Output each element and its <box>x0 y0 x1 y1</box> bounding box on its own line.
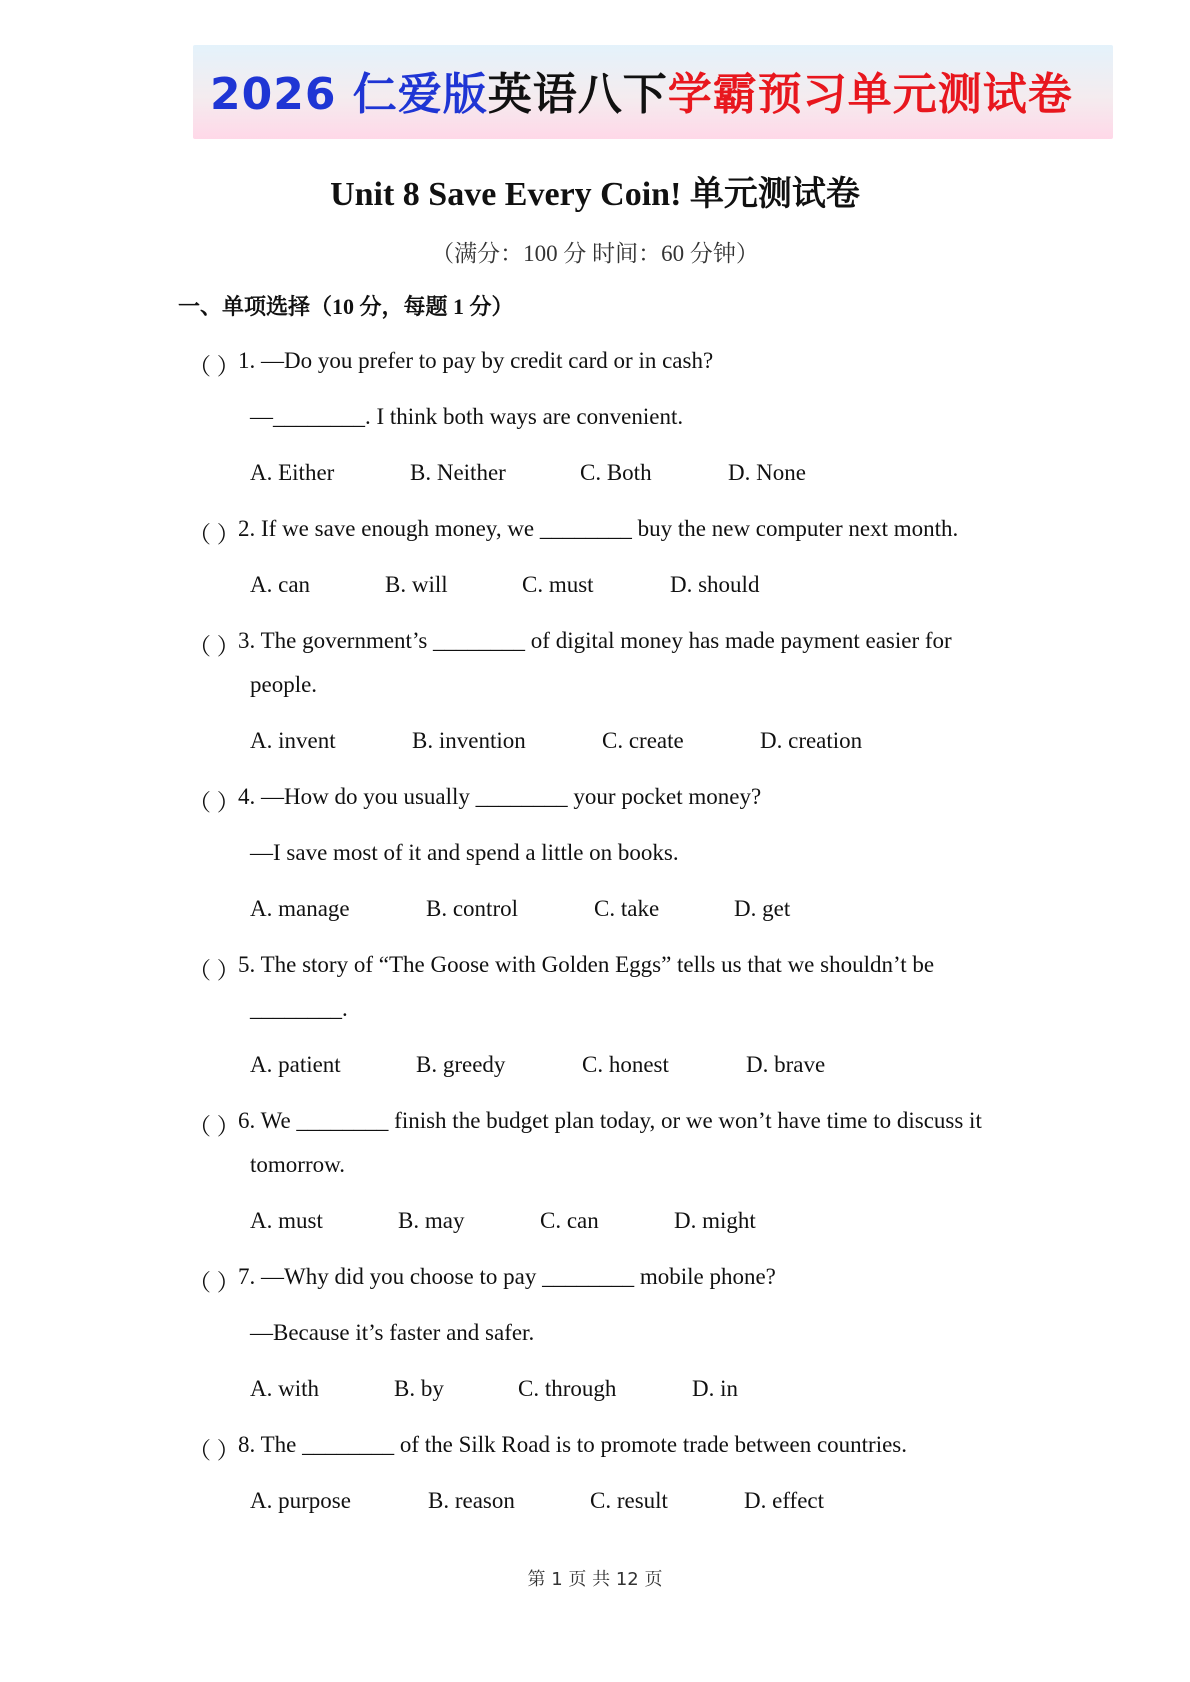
option-a[interactable]: A. can <box>250 572 311 597</box>
question-2-options <box>250 572 1050 602</box>
option-b[interactable]: B. will <box>385 572 448 597</box>
banner-title <box>210 60 1073 130</box>
question-6 <box>188 1108 982 1141</box>
question-stem: 3. The government’s ________ of digital money has made payment easier for <box>238 628 952 653</box>
option-c[interactable]: C. create <box>602 728 684 753</box>
answer-bracket[interactable]: （ ） <box>188 634 240 659</box>
question-stem: 1. —Do you prefer to pay by credit card or in cash? <box>238 348 714 373</box>
answer-bracket[interactable]: （ ） <box>188 522 240 547</box>
option-d[interactable]: D. might <box>674 1208 756 1233</box>
option-a[interactable]: A. with <box>250 1376 319 1401</box>
section-heading: 一、单项选择（10 分，每题 1 分） <box>178 294 514 319</box>
option-b[interactable]: B. may <box>398 1208 465 1233</box>
option-d[interactable]: D. None <box>728 460 806 485</box>
question-8 <box>188 1432 907 1465</box>
question-5-continuation: ________. <box>250 996 348 1021</box>
option-b[interactable]: B. control <box>426 896 518 921</box>
question-3 <box>188 628 952 661</box>
answer-bracket[interactable]: （ ） <box>188 958 240 983</box>
option-c[interactable]: C. Both <box>580 460 652 485</box>
option-d[interactable]: D. brave <box>746 1052 826 1077</box>
answer-bracket[interactable]: （ ） <box>188 354 240 379</box>
option-d[interactable]: D. get <box>734 896 791 921</box>
answer-bracket[interactable]: （ ） <box>188 1438 240 1463</box>
option-b[interactable]: B. Neither <box>410 460 506 485</box>
question-stem: 5. The story of “The Goose with Golden Eggs” tells us that we shouldn’t be <box>238 952 935 977</box>
option-d[interactable]: D. creation <box>760 728 863 753</box>
question-8-options <box>250 1488 1050 1518</box>
banner-paper-type: 学霸预习单元测试卷 <box>667 69 1073 120</box>
question-7-options <box>250 1376 1050 1406</box>
question-5 <box>188 952 935 985</box>
question-3-continuation: people. <box>250 672 318 697</box>
option-d[interactable]: D. effect <box>744 1488 825 1513</box>
option-b[interactable]: B. by <box>394 1376 444 1401</box>
question-1-options <box>250 460 1050 490</box>
option-a[interactable]: A. purpose <box>250 1488 351 1513</box>
option-b[interactable]: B. reason <box>428 1488 515 1513</box>
option-c[interactable]: C. can <box>540 1208 599 1233</box>
banner-subject: 英语八下 <box>487 69 668 120</box>
option-c[interactable]: C. through <box>518 1376 617 1401</box>
question-stem: 2. If we save enough money, we ________ buy the new computer next month. <box>238 516 959 541</box>
question-3-options <box>250 728 1050 758</box>
question-6-options <box>250 1208 1050 1238</box>
option-a[interactable]: A. patient <box>250 1052 341 1077</box>
question-stem: 6. We ________ finish the budget plan today, or we won’t have time to discuss it <box>238 1108 982 1133</box>
page-title: Unit 8 Save Every Coin! 单元测试卷 <box>330 176 860 213</box>
option-d[interactable]: D. should <box>670 572 760 597</box>
question-4-options <box>250 896 1050 926</box>
option-c[interactable]: C. must <box>522 572 594 597</box>
answer-bracket[interactable]: （ ） <box>188 1270 240 1295</box>
option-a[interactable]: A. manage <box>250 896 350 921</box>
question-2 <box>188 516 959 549</box>
question-1-response: —________. I think both ways are convenient. <box>250 404 684 429</box>
exam-info: （满分：100 分 时间：60 分钟） <box>431 241 759 266</box>
question-1 <box>188 348 714 381</box>
option-b[interactable]: B. invention <box>412 728 526 753</box>
option-a[interactable]: A. must <box>250 1208 323 1233</box>
option-a[interactable]: A. invent <box>250 728 336 753</box>
banner-year-edition: 2026 仁爱版 <box>210 69 488 120</box>
question-stem: 4. —How do you usually ________ your pocket money? <box>238 784 762 809</box>
page-number: 第 1 页 共 12 页 <box>527 1569 663 1590</box>
answer-bracket[interactable]: （ ） <box>188 1114 240 1139</box>
option-c[interactable]: C. honest <box>582 1052 669 1077</box>
option-d[interactable]: D. in <box>692 1376 738 1401</box>
question-4 <box>188 784 762 817</box>
question-6-continuation: tomorrow. <box>250 1152 345 1177</box>
answer-bracket[interactable]: （ ） <box>188 790 240 815</box>
question-stem: 8. The ________ of the Silk Road is to promote trade between countries. <box>238 1432 907 1457</box>
option-b[interactable]: B. greedy <box>416 1052 506 1077</box>
question-4-response: —I save most of it and spend a little on books. <box>250 840 679 865</box>
question-7 <box>188 1264 776 1297</box>
option-a[interactable]: A. Either <box>250 460 335 485</box>
option-c[interactable]: C. result <box>590 1488 668 1513</box>
question-stem: 7. —Why did you choose to pay ________ mobile phone? <box>238 1264 776 1289</box>
question-7-response: —Because it’s faster and safer. <box>250 1320 535 1345</box>
question-5-options <box>250 1052 1050 1082</box>
option-c[interactable]: C. take <box>594 896 660 921</box>
